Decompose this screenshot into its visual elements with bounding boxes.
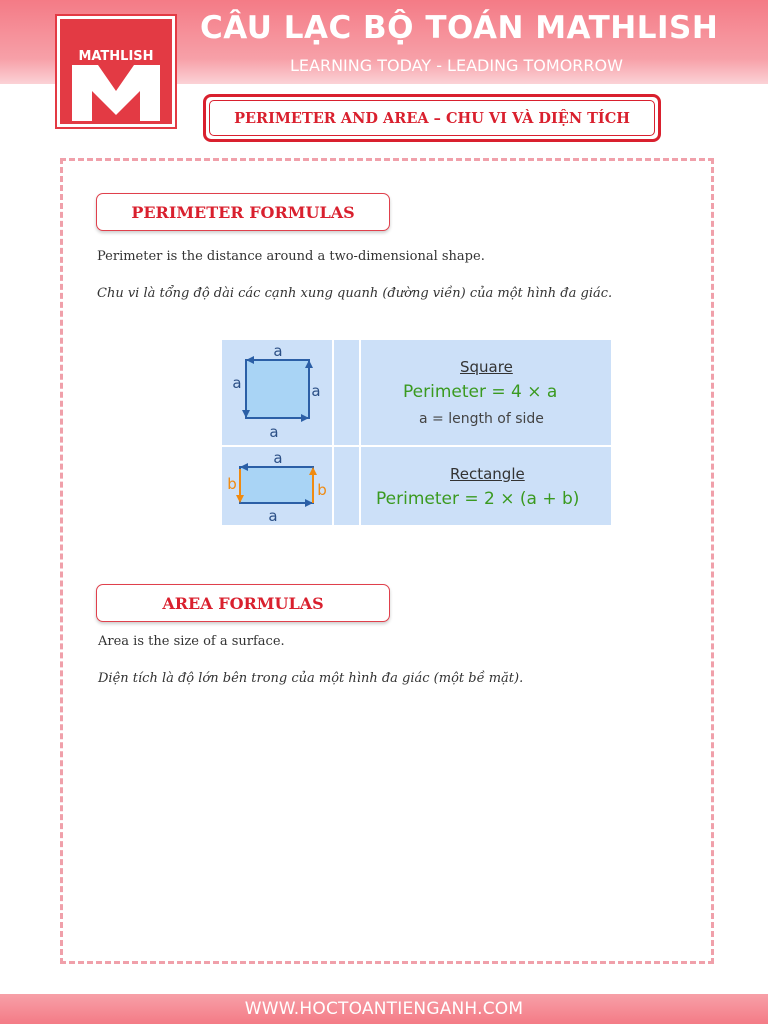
- mathlish-logo: [57, 16, 175, 127]
- perimeter-diagram: [222, 340, 611, 525]
- rectangle-label-b-left: b: [227, 475, 237, 493]
- square-side-label-left: a: [232, 374, 242, 392]
- topic-title-box: [203, 94, 661, 142]
- rectangle-name-link[interactable]: Rectangle: [450, 465, 525, 483]
- footer-website-link[interactable]: WWW.HOCTOANTIENGANH.COM: [0, 994, 768, 1024]
- rectangle-perimeter-formula: Perimeter = 2 × (a + b): [376, 489, 580, 509]
- column-divider: [359, 340, 361, 525]
- area-heading: AREA FORMULAS: [96, 584, 390, 622]
- rectangle-illustration-icon: [222, 447, 332, 525]
- rectangle-label-b-right: b: [317, 481, 327, 499]
- perimeter-heading: PERIMETER FORMULAS: [96, 193, 390, 231]
- club-title: CÂU LẠC BỘ TOÁN MATHLISH: [200, 10, 719, 46]
- rectangle-label-a-bottom: a: [268, 507, 278, 525]
- logo-m-icon: [68, 65, 164, 121]
- rectangle-label-a-top: a: [273, 449, 283, 467]
- content-frame: [60, 158, 714, 964]
- area-definition-vi: Diện tích là độ lớn bên trong của một hình đa giác (một bề mặt).: [98, 671, 524, 686]
- square-side-label-top: a: [273, 342, 283, 360]
- square-side-label-right: a: [311, 382, 321, 400]
- square-illustration-icon: [222, 340, 332, 445]
- area-definition-en: Area is the size of a surface.: [98, 634, 285, 649]
- column-divider: [332, 340, 334, 525]
- square-side-note: a = length of side: [419, 411, 544, 427]
- square-name-link[interactable]: Square: [460, 358, 513, 376]
- topic-title: PERIMETER AND AREA – CHU VI VÀ DIỆN TÍCH: [209, 100, 655, 136]
- logo-text: MATHLISH: [60, 49, 172, 64]
- square-side-label-bottom: a: [269, 423, 279, 441]
- perimeter-definition-en: Perimeter is the distance around a two-dimensional shape.: [97, 249, 485, 264]
- perimeter-definition-vi: Chu vi là tổng độ dài các cạnh xung quanh (đường viền) của một hình đa giác.: [97, 286, 613, 301]
- square-perimeter-formula: Perimeter = 4 × a: [403, 382, 558, 402]
- club-slogan: LEARNING TODAY - LEADING TOMORROW: [290, 56, 623, 75]
